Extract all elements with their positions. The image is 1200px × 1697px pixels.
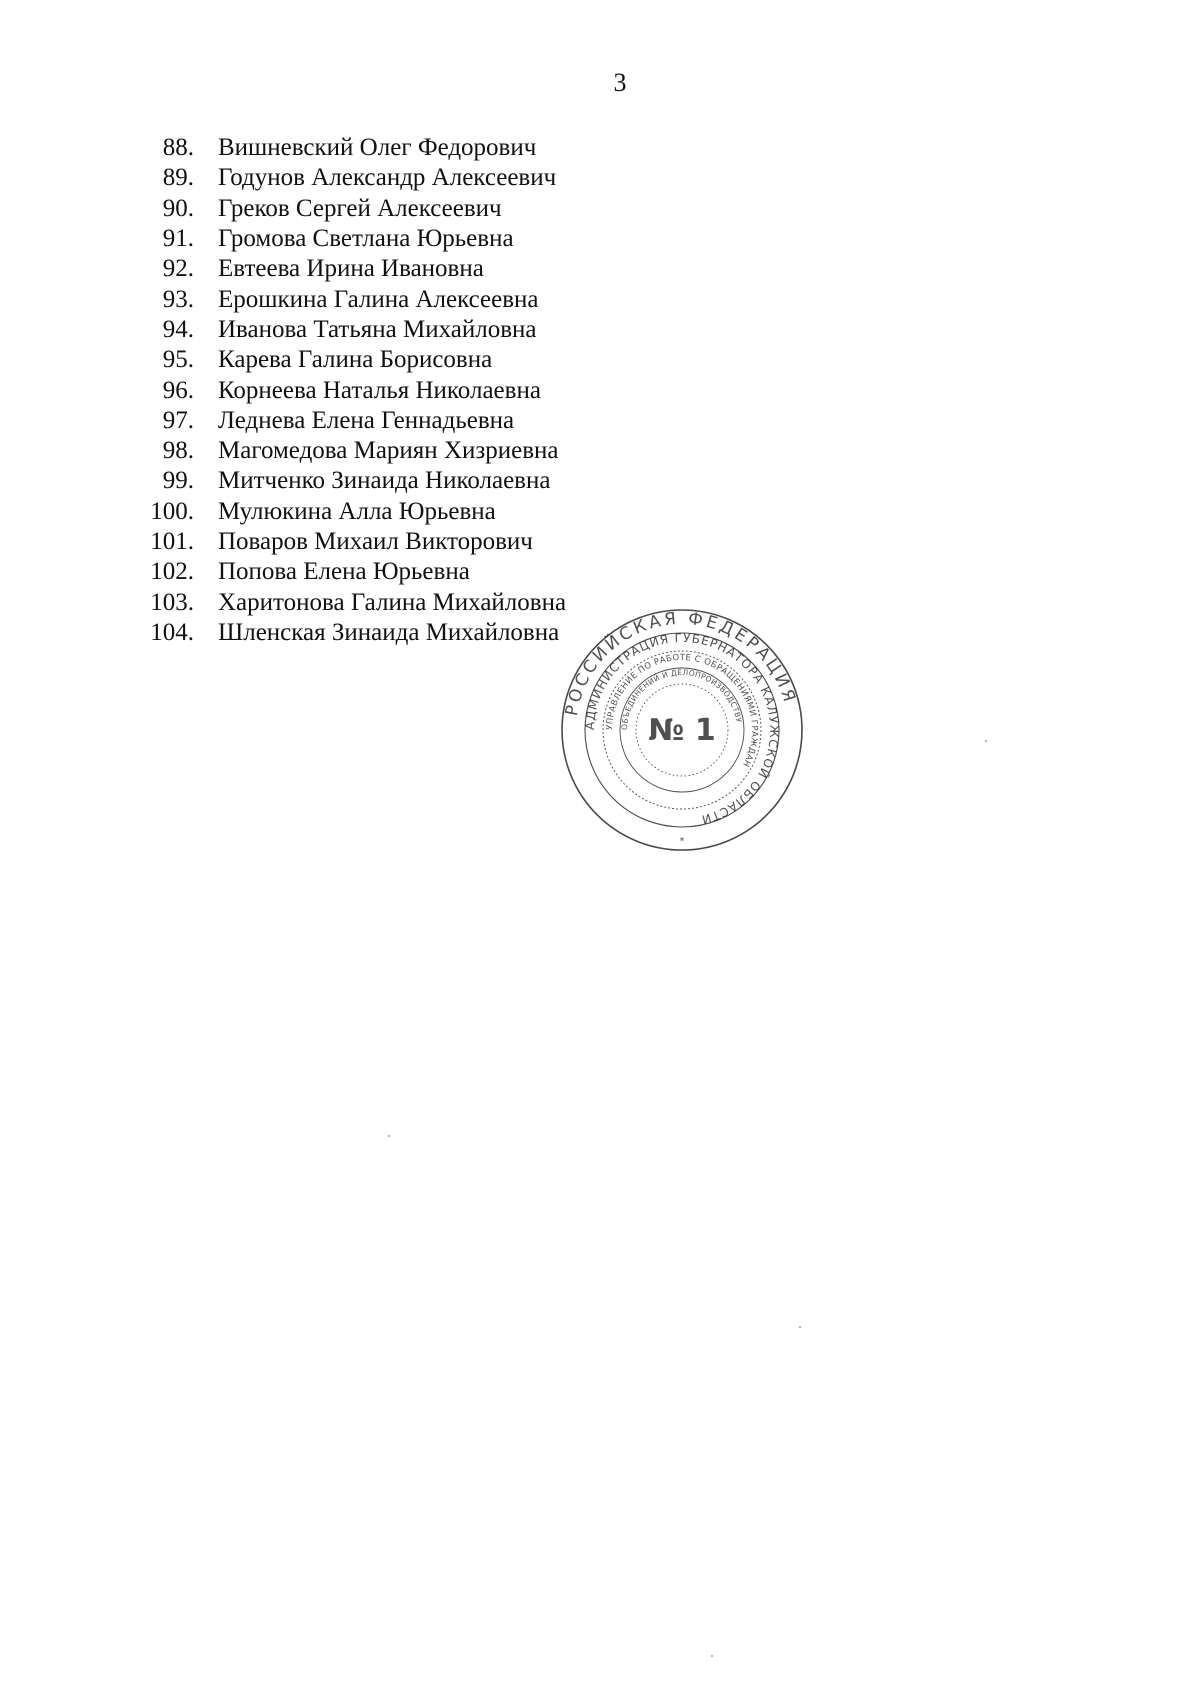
list-item (130, 254, 566, 284)
list-item-number: 99. (162, 467, 194, 495)
list-item (130, 345, 566, 375)
list-item-name: Шленская Зинаида Михайловна (218, 618, 560, 646)
list-item-number: 98. (162, 437, 194, 465)
list-item-number: 93. (162, 285, 194, 313)
list-item (130, 133, 566, 163)
list-item-name: Ерошкина Галина Алексеевна (218, 285, 539, 313)
scan-speck (711, 1655, 713, 1657)
list-item (130, 587, 566, 617)
list-item (130, 194, 566, 224)
list-item-number: 94. (162, 315, 194, 343)
list-item (130, 163, 566, 193)
list-item-name: Греков Сергей Алексеевич (218, 194, 502, 222)
list-item-number: 103. (150, 588, 194, 616)
list-item-number: 101. (150, 528, 194, 555)
seal-outer-text: РОССИЙСКАЯ ФЕДЕРАЦИЯ (561, 608, 800, 718)
scan-speck (388, 1135, 390, 1137)
list-item-number: 104. (150, 618, 194, 646)
list-item (130, 527, 566, 557)
seal-innermost-text: ОБЪЕДИНЕНИЙ И ДЕЛОПРОИЗВОДСТВУ (619, 667, 744, 731)
name-list (130, 133, 566, 648)
list-item-name: Митченко Зинаида Николаевна (218, 467, 551, 495)
list-item-name: Попова Елена Юрьевна (218, 558, 470, 586)
list-item (130, 224, 566, 254)
list-item-name: Евтеева Ирина Ивановна (218, 255, 484, 283)
page-number: 3 (613, 68, 627, 97)
scan-speck (799, 1326, 801, 1328)
list-item (130, 466, 566, 496)
seal-star-icon: * (679, 836, 685, 847)
list-item-name: Громова Светлана Юрьевна (218, 225, 514, 253)
list-item-name: Годунов Александр Алексеевич (218, 164, 557, 192)
list-item (130, 406, 566, 436)
list-item-name: Леднева Елена Геннадьевна (218, 406, 515, 434)
list-item-name: Иванова Татьяна Михайловна (218, 315, 537, 343)
list-item (130, 618, 566, 648)
list-item (130, 284, 566, 314)
list-item-name: Карева Галина Борисовна (218, 346, 493, 374)
list-item-number: 92. (162, 255, 194, 283)
list-item-number: 91. (162, 225, 194, 253)
list-item (130, 436, 566, 466)
list-item-number: 97. (162, 406, 194, 434)
list-item (130, 557, 566, 587)
list-item-name: Поваров Михаил Викторович (218, 528, 533, 555)
list-item-number: 102. (150, 558, 194, 586)
list-item-number: 100. (150, 497, 194, 525)
list-item (130, 315, 566, 345)
list-item-name: Корнеева Наталья Николаевна (218, 376, 541, 404)
list-item-name: Вишневский Олег Федорович (218, 134, 537, 162)
scan-speck (985, 740, 987, 742)
list-item-number: 88. (162, 134, 194, 162)
seal-center-number: № 1 (648, 713, 716, 748)
list-item-number: 95. (162, 346, 194, 374)
list-item (130, 375, 566, 405)
list-item-name: Магомедова Мариян Хизриевна (218, 437, 559, 465)
list-item (130, 497, 566, 527)
list-item-name: Харитонова Галина Михайловна (218, 588, 567, 616)
list-item-number: 89. (162, 164, 194, 192)
list-item-number: 96. (162, 376, 194, 404)
list-item-number: 90. (162, 194, 194, 222)
official-seal (560, 608, 804, 852)
seal-inner-text: УПРАВЛЕНИЕ ПО РАБОТЕ С ОБРАЩЕНИЯМИ ГРАЖДАН (604, 652, 760, 769)
list-item-name: Мулюкина Алла Юрьевна (218, 497, 496, 525)
seal-middle-text: АДМИНИСТРАЦИЯ ГУБЕРНАТОРА КАЛУЖСКОЙ ОБЛАСТИ (582, 630, 782, 827)
